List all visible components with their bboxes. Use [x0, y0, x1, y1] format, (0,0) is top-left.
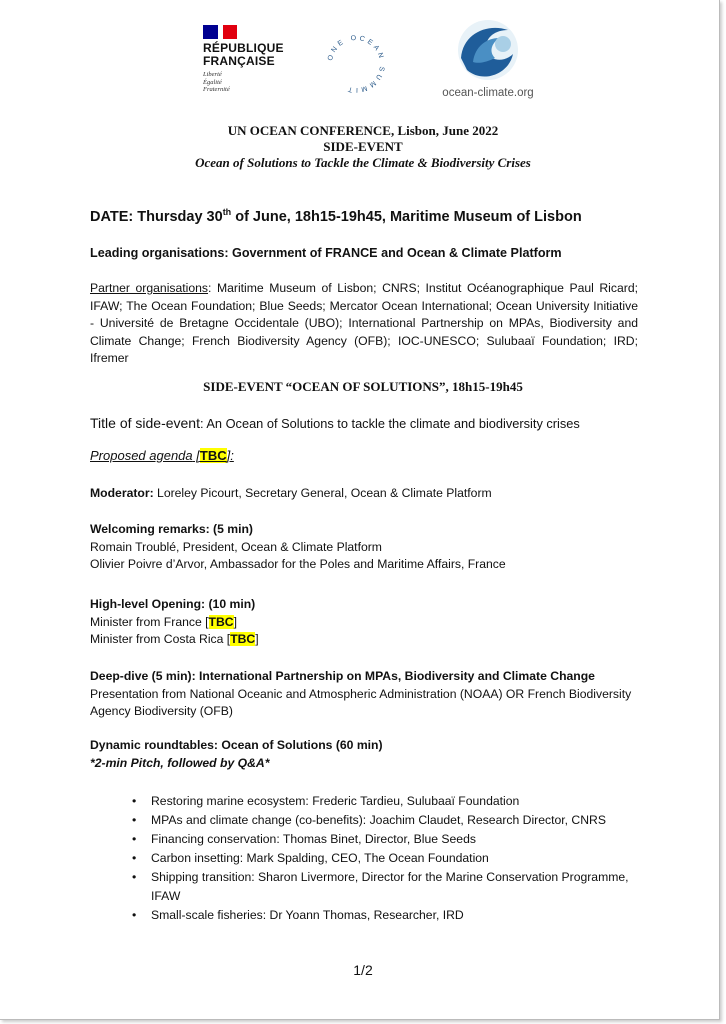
one-ocean-summit-logo — [325, 33, 387, 100]
tbc-highlight: TBC — [208, 614, 234, 629]
svg-text:ONE OCEAN SUMMIT: ONE OCEAN SUMMIT — [327, 34, 386, 94]
leading-organisations: Leading organisations: Government of FRANCE and Ocean & Climate Platform — [90, 246, 562, 260]
conference-title: UN OCEAN CONFERENCE, Lisbon, June 2022 — [227, 123, 499, 138]
event-subtitle: Ocean of Solutions to Tackle the Climate & Biodiversity Crises — [195, 155, 531, 170]
list-item: • Carbon insetting: Mark Spalding, CEO, The Ocean Foundation — [90, 849, 650, 868]
partner-organisations: Partner organisations: Maritime Museum of Lisbon; CNRS; Institut Océanographique Paul Ricard; IFAW; The Ocean Foundation; Blue Seeds; Mercator Ocean International; Ocean University Initiative - Université de Bretagne Occidentale (UBO); International Partnership on MPAs, Biodiversity and Climate Change; French Biodiversity Agency (OFB); IOC-UNESCO; Sulubaaï Foundation; IRD; Ifremer — [90, 281, 638, 365]
roundtable-list — [90, 792, 650, 925]
event-date: DATE: Thursday 30th of June, 18h15-19h45, Maritime Museum of Lisbon — [90, 207, 582, 225]
marianne-flag-icon — [203, 25, 237, 39]
dynamic-roundtables: Dynamic roundtables: Ocean of Solutions (60 min) *2-min Pitch, followed by Q&A* — [90, 738, 383, 770]
moderator: Moderator: Loreley Picourt, Secretary General, Ocean & Climate Platform — [90, 486, 492, 500]
side-event-label: SIDE-EVENT — [323, 139, 403, 154]
tbc-highlight: TBC — [199, 448, 227, 463]
ocean-climate-logo: ocean-climate.org — [438, 18, 538, 99]
list-item: • Restoring marine ecosystem: Frederic Tardieu, Sulubaaï Foundation — [90, 792, 650, 811]
list-item: • Financing conservation: Thomas Binet, Director, Blue Seeds — [90, 830, 650, 849]
list-item: • MPAs and climate change (co-benefits): Joachim Claudet, Research Director, CNRS — [90, 811, 650, 830]
list-item: • Shipping transition: Sharon Livermore, Director for the Marine Conservation Programme, IFAW — [90, 868, 650, 906]
wave-icon — [453, 18, 523, 82]
page-number: 1/2 — [353, 962, 373, 978]
republique-francaise-logo: RÉPUBLIQUE FRANÇAISE Liberté Égalité Fraternité — [203, 25, 284, 94]
proposed-agenda: Proposed agenda [TBC]: — [90, 448, 234, 463]
tbc-highlight: TBC — [230, 632, 256, 646]
side-event-title: Title of side-event: An Ocean of Solutions to tackle the climate and biodiversity crises — [90, 415, 580, 431]
deep-dive: Deep-dive (5 min): International Partnership on MPAs, Biodiversity and Climate Change Presentation from National Oceanic and Atmospheric Administration (NOAA) OR French Biodiversity Agency Biodiversity (OFB) — [90, 669, 632, 718]
high-level-opening: High-level Opening: (10 min) Minister from France [TBC] Minister from Costa Rica [TBC] — [90, 597, 259, 646]
section-title: SIDE-EVENT “OCEAN OF SOLUTIONS”, 18h15-19h45 — [203, 379, 523, 394]
welcoming-remarks: Welcoming remarks: (5 min) Romain Troublé, President, Ocean & Climate Platform Olivier Poivre d’Arvor, Ambassador for the Poles and Maritime Affairs, France — [90, 522, 506, 571]
list-item: • Small-scale fisheries: Dr Yoann Thomas, Researcher, IRD — [90, 906, 650, 925]
